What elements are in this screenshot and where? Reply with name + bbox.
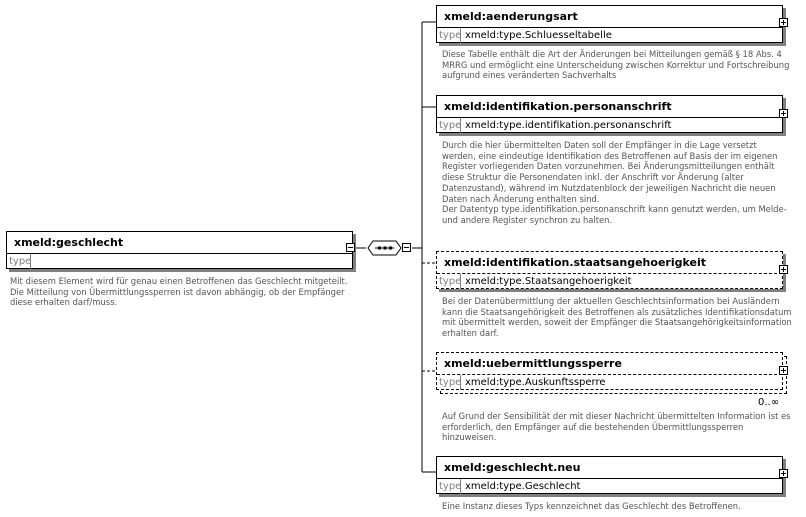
expand-icon-geschlecht-neu[interactable] <box>779 469 788 478</box>
element-type-row <box>437 118 782 133</box>
element-type-label: type <box>439 30 462 41</box>
element-type-value: xmeld:type.Staatsangehoerigkeit <box>465 276 632 287</box>
element-type-value: xmeld:type.Geschlecht <box>465 481 581 492</box>
element-type-row <box>437 274 782 289</box>
element-type-label: type <box>439 120 462 131</box>
expand-icon-staatsangehoerigkeit[interactable] <box>779 265 788 274</box>
element-type-row <box>437 375 782 390</box>
occurrence-label: 0..∞ <box>758 397 780 408</box>
sequence-compositor-icon[interactable] <box>368 241 401 255</box>
element-name: xmeld:identifikation.personanschrift <box>437 96 782 118</box>
root-element-box[interactable] <box>6 231 353 269</box>
element-name: xmeld:aenderungsart <box>437 6 782 28</box>
element-name: xmeld:uebermittlungssperre <box>437 353 782 375</box>
root-element-name: xmeld:geschlecht <box>7 232 352 254</box>
root-collapse-icon[interactable] <box>346 243 355 252</box>
element-description-uebermittlungssperre: Auf Grund der Sensibilität der mit dieser Nachricht übermittelten Information ist es erforderlich, den Empfänger auf die bestehenden Übermittlungssperren hinzuweisen. <box>442 411 791 443</box>
element-type-value: xmeld:type.Schluesseltabelle <box>465 30 612 41</box>
element-type-label: type <box>439 276 462 287</box>
element-description-personanschrift: Durch die hier übermittelten Daten soll der Empfänger in die Lage versetzt werden, eine eindeutige Identifikation des Betroffenen auf Basis der im eigenen Register vorliegenden Daten vorzunehmen. Bei Änderungsmitteilungen enthält diese Struktur die Personendaten inkl. der Anschrift vor Änderung (alter Datenzustand), während im Nutzdatenblock der jeweiligen Nachricht die neuen Daten nach Änderung enthalten sind. Der Datentyp type.identifikation.personanschrift kann genutzt werden, um Melde- und andere Register synchron zu halten. <box>442 140 787 225</box>
sequence-collapse-icon[interactable] <box>402 243 411 252</box>
element-name: xmeld:identifikation.staatsangehoerigkeit <box>437 252 782 274</box>
element-type-row <box>437 28 782 43</box>
element-description-geschlecht-neu: Eine Instanz dieses Typs kennzeichnet das Geschlecht des Betroffenen. <box>442 501 741 511</box>
element-description-aenderungsart: Diese Tabelle enthält die Art der Änderungen bei Mitteilungen gemäß § 18 Abs. 4 MRRG und ermöglicht eine Unterscheidung zwischen Korrektur und Fortschreibung aufgrund eines veränderten Sachverhalts <box>442 49 790 81</box>
element-type-value: xmeld:type.Auskunftssperre <box>465 377 606 388</box>
expand-icon-uebermittlungssperre[interactable] <box>779 366 788 375</box>
element-type-label: type <box>439 377 462 388</box>
element-box-staatsangehoerigkeit[interactable] <box>436 251 783 289</box>
element-box-personanschrift[interactable] <box>436 95 783 133</box>
element-type-row <box>437 479 782 494</box>
element-type-label: type <box>439 481 462 492</box>
element-name: xmeld:geschlecht.neu <box>437 457 782 479</box>
element-type-value: xmeld:type.identifikation.personanschrift <box>465 120 672 131</box>
element-box-aenderungsart[interactable] <box>436 5 783 43</box>
expand-icon-personanschrift[interactable] <box>779 109 788 118</box>
element-box-geschlecht-neu[interactable] <box>436 456 783 494</box>
root-type-label: type <box>9 256 32 267</box>
element-description-staatsangehoerigkeit: Bei der Datenübermittlung der aktuellen Geschlechtsinformation bei Ausländern kann die Staatsangehörigkeit des Betroffenen als zusätzliches Identifikationsdatum mit übermittelt werden, soweit der Empfänger die Staatsangehörigkeitsinformation erhalten darf. <box>442 296 792 339</box>
expand-icon-aenderungsart[interactable] <box>779 18 788 27</box>
root-type-value <box>31 254 35 269</box>
root-type-row <box>7 254 352 269</box>
root-description: Mit diesem Element wird für genau einen Betroffenen das Geschlecht mitgeteilt. Die Mitteilung von Übermittlungssperren ist davon abhängig, ob der Empfänger diese erhalten darf/muss. <box>10 276 348 308</box>
element-box-uebermittlungssperre[interactable] <box>436 352 783 390</box>
